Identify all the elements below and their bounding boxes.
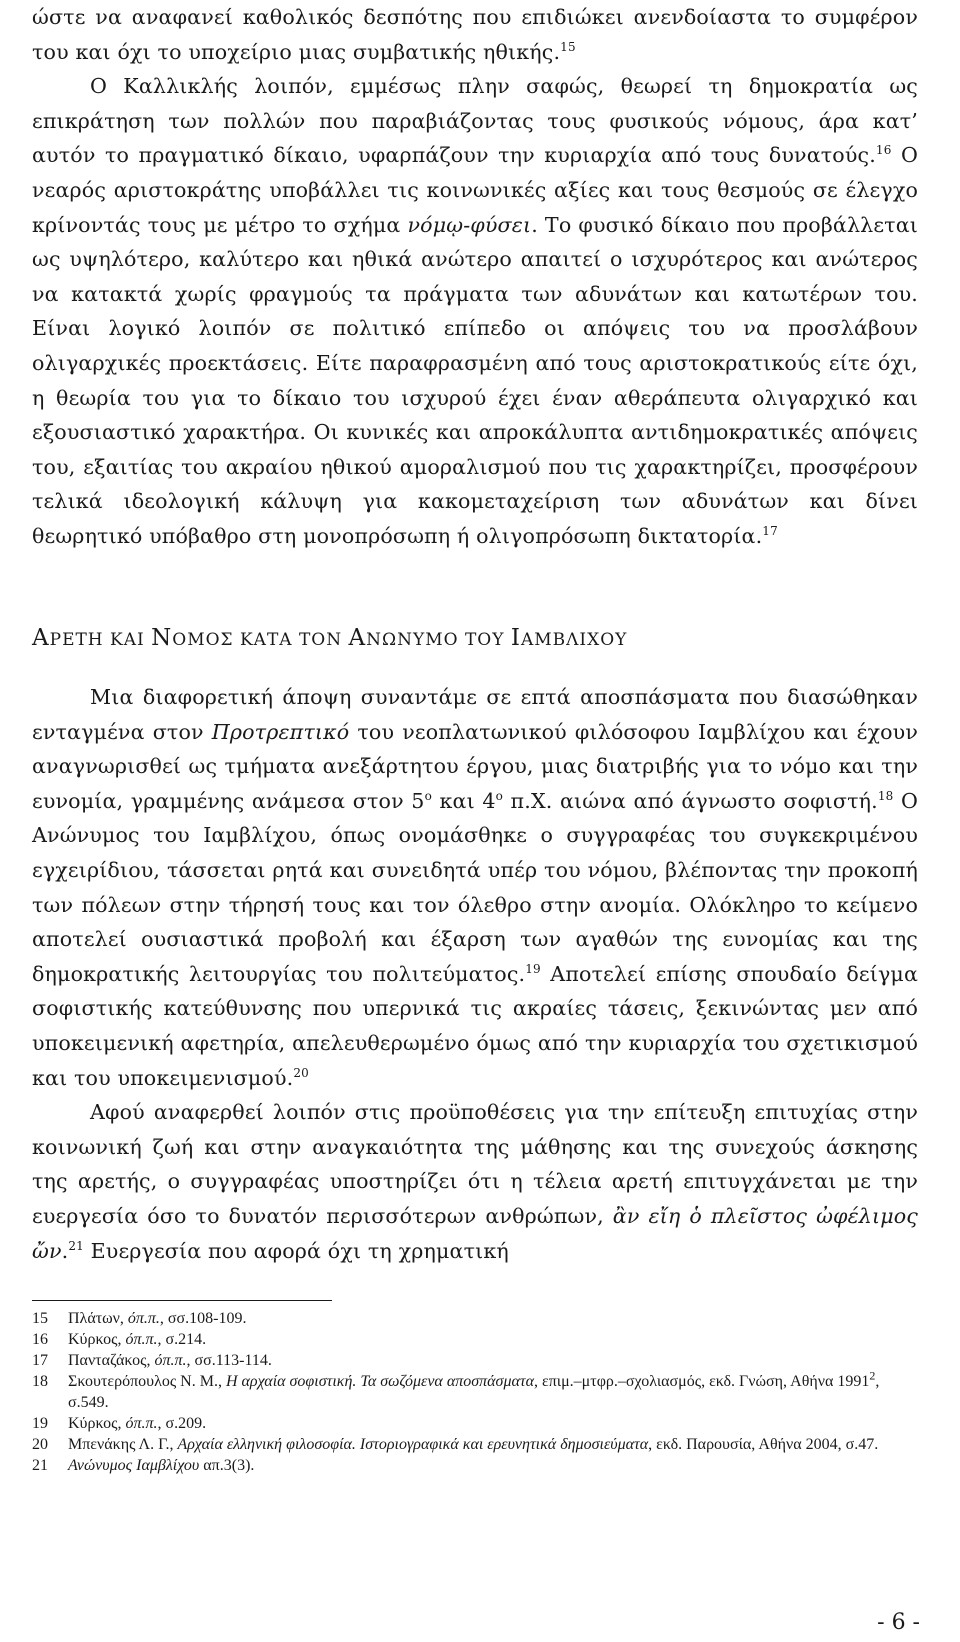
paragraph-continuation: ώστε να αναφανεί καθολικός δεσπότης που επιδιώκει ανενδοίαστα το συμφέρον του και όχι το υποχείριο μιας συμβατικής ηθικής.$^{15}$ (32, 5, 918, 64)
footnote: 17 Πανταζάκος, όπ.π., σσ.113-114. (32, 1352, 272, 1369)
paragraph-virtue: Αφού αναφερθεί λοιπόν στις προϋποθέσεις για την επίτευξη επιτυχίας στην κοινωνική ζωή και στην αναγκαιότητα της μάθησης και της συνεχούς άσκησης της αρετής, ο συγγραφέας υποστηρίζει ότι η τέλεια αρετή επιτυγχάνεται με την ευεργεσία όσο το δυνατόν περισσότερων ανθρώπων, ἂν εἴη ὁ πλεῖστος ὠφέλιμος ὤν.$^{21}$ Ευεργεσία που αφορά όχι τη χρηματική (32, 1100, 918, 1263)
footnote: 16 Κύρκος, όπ.π., σ.214. (32, 1331, 207, 1348)
footnote: 20 Μπενάκης Λ. Γ., Αρχαία ελληνική φιλοσοφία. Ιστοριογραφικά και ερευνητικά δημοσιεύματα, εκδ. Παρουσία, Αθήνα 2004, σ.47. (32, 1436, 879, 1453)
footnote: 18 Σκουτερόπουλος Ν. Μ., Η αρχαία σοφιστική. Τα σωζόμενα αποσπάσματα, επιμ.–μτφρ.–σχολιασμός, εκδ. Γνώση, Αθήνα 1991$^2$, σ.549. (32, 1368, 880, 1411)
footnote: 15 Πλάτων, όπ.π., σσ.108-109. (32, 1310, 247, 1327)
footnote-divider (32, 1300, 332, 1301)
footnote: 19 Κύρκος, όπ.π., σ.209. (32, 1415, 207, 1432)
footnotes (32, 1308, 922, 1476)
body-text (32, 0, 918, 554)
section-heading: ΑΡΕΤΗ ΚΑΙ ΝΟΜΟΣ ΚΑΤΑ ΤΟΝ ΑΝΩΝΥΜΟ ΤΟΥ ΙΑΜΒΛΙΧΟΥ (32, 625, 628, 651)
page-number: - 6 - (877, 1610, 920, 1635)
paragraph-anonymus: Μια διαφορετική άποψη συναντάμε σε επτά αποσπάσματα που διασώθηκαν ενταγμένα στον Προτρεπτικό του νεοπλατωνικού φιλόσοφου Ιαμβλίχου και έχουν αναγνωρισθεί ως τμήματα ανεξάρτητου έργου, μιας διατριβής για το νόμο και την ευνομία, γραμμένης ανάμεσα στον $5^o$ και $4^o$ π.Χ. αιώνα από άγνωστο σοφιστή.$^{18}$ Ο Ανώνυμος του Ιαμβλίχου, όπως ονομάσθηκε ο συγγραφέας του συγκεκριμένου εγχειρίδιου, τάσσεται ρητά και συνειδητά υπέρ του νόμου, βλέποντας την προκοπή των πόλεων στην τήρησή τους και τον όλεθρο στην ανομία. Ολόκληρο το κείμενο αποτελεί ουσιαστικά προβολή και έξαρση των αγαθών της ευνομίας και της δημοκρατικής λειτουργίας του πολιτεύματος.$^{19}$ Αποτελεί επίσης σπουδαίο δείγμα σοφιστικής κατεύθυνσης που υπερνικά τις ακραίες τάσεις, ξεκινώντας μεν από υποκειμενική αφετηρία, απελευθερωμένο όμως από την κυριαρχία του σχετικισμού και του υποκειμενισμού.$^{20}$ (32, 685, 918, 1090)
footnote: 21 Ανώνυμος Ιαμβλίχου απ.3(3). (32, 1457, 255, 1474)
section-body (32, 680, 918, 1268)
paragraph-kallikles: Ο Καλλικλής λοιπόν, εμμέσως πλην σαφώς, θεωρεί τη δημοκρατία ως επικράτηση των πολλών που παραβιάζοντας τους φυσικούς νόμους, άρα κατ’ αυτόν το πραγματικό δίκαιο, υφαρπάζουν την κυριαρχία από τους δυνατούς.$^{16}$ Ο νεαρός αριστοκράτης υποβάλλει τις κοινωνικές αξίες και τους θεσμούς σε έλεγχο κρίνοντάς τους με μέτρο το σχήμα νόμῳ-φύσει. Το φυσικό δίκαιο που προβάλλεται ως υψηλότερο, καλύτερο και ηθικά ανώτερο απαιτεί ο ισχυρότερος και ανώτερος να κατακτά χωρίς φραγμούς τα πράγματα των αδυνάτων και κατωτέρων του. Είναι λογικό λοιπόν σε πολιτικό επίπεδο οι απόψεις του να προσλάβουν ολιγαρχικές προεκτάσεις. Είτε παραφρασμένη από τους αριστοκρατικούς είτε όχι, η θεωρία του για το δίκαιο του ισχυρού έχει έναν αθεράπευτα ολιγαρχικό και εξουσιαστικό χαρακτήρα. Οι κυνικές και απροκάλυπτα αντιδημοκρατικές απόψεις του, εξαιτίας του ακραίου ηθικού αμοραλισμού που τις χαρακτηρίζει, προσφέρουν τελικά ιδεολογική κάλυψη για κακομεταχείριση των αδυνάτων και δίνει θεωρητικό υπόβαθρο στη μονοπρόσωπη ή ολιγοπρόσωπη δικτατορία.$^{17}$ (32, 74, 918, 548)
